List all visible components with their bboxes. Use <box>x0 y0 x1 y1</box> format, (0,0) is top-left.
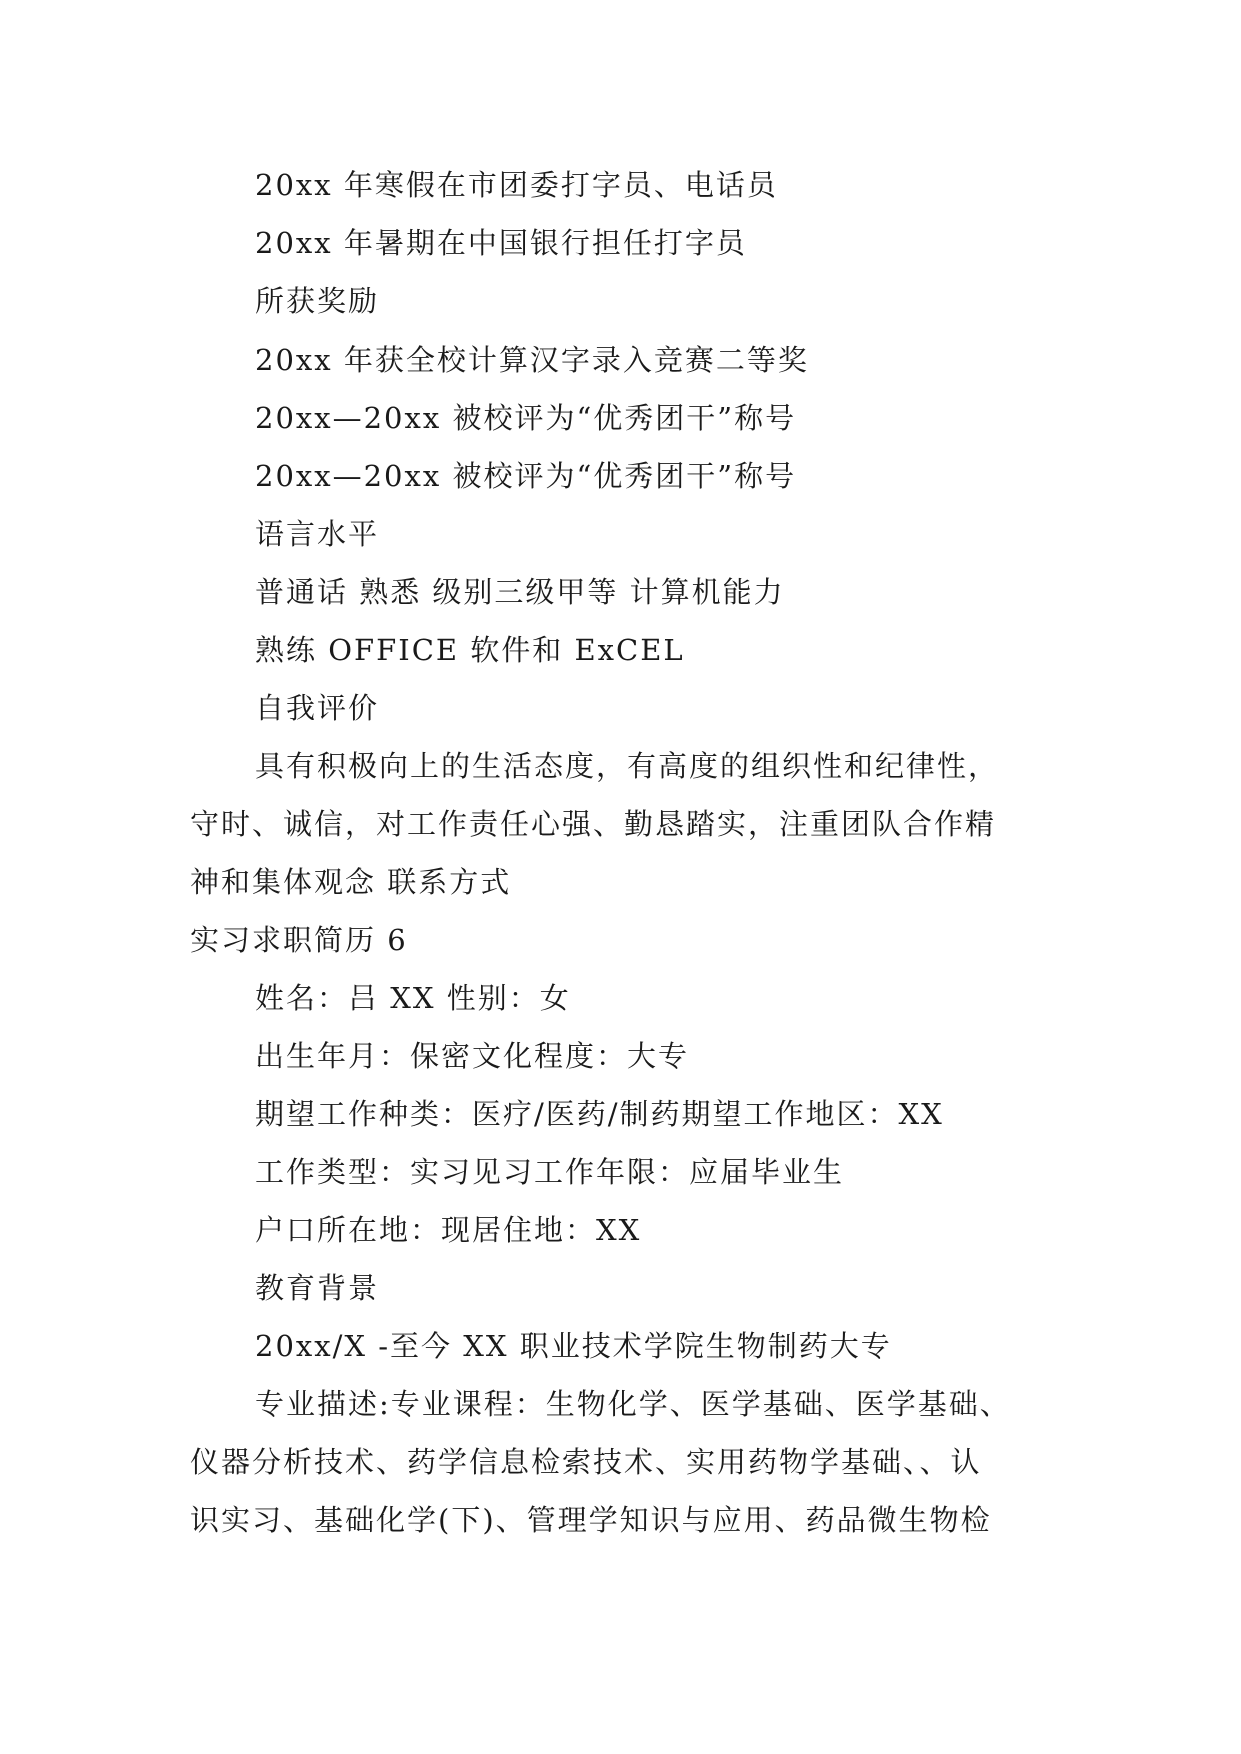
text-line: 20xx 年获全校计算汉字录入竞赛二等奖 <box>255 343 809 377</box>
paragraph-line: 专业描述:专业课程：生物化学、医学基础、医学基础、 <box>255 1387 1011 1421</box>
text-line: 熟练 OFFICE 软件和 ExCEL <box>255 633 685 667</box>
text-line: 普通话 熟悉 级别三级甲等 计算机能力 <box>255 575 785 609</box>
text-line: 姓名：吕 XX 性别：女 <box>255 981 571 1015</box>
text-line: 户口所在地：现居住地：XX <box>255 1213 642 1247</box>
paragraph-line: 神和集体观念 联系方式 <box>190 865 512 899</box>
paragraph-line: 守时、诚信，对工作责任心强、勤恳踏实，注重团队合作精 <box>190 807 997 841</box>
section-heading: 教育背景 <box>255 1271 380 1305</box>
text-line: 20xx 年暑期在中国银行担任打字员 <box>255 226 747 260</box>
section-heading: 所获奖励 <box>255 284 380 318</box>
text-line: 20xx—20xx 被校评为“优秀团干”称号 <box>255 401 797 435</box>
paragraph-line: 识实习、基础化学(下)、管理学知识与应用、药品微生物检 <box>190 1503 992 1537</box>
text-line: 期望工作种类：医疗/医药/制药期望工作地区：XX <box>255 1097 944 1131</box>
text-line: 工作类型：实习见习工作年限：应届毕业生 <box>255 1155 845 1189</box>
text-line: 20xx—20xx 被校评为“优秀团干”称号 <box>255 459 797 493</box>
text-line: 出生年月：保密文化程度：大专 <box>255 1039 690 1073</box>
text-line: 20xx 年寒假在市团委打字员、电话员 <box>255 168 778 202</box>
section-heading: 自我评价 <box>255 691 380 725</box>
section-heading: 语言水平 <box>255 517 380 551</box>
paragraph-line: 仪器分析技术、药学信息检索技术、实用药物学基础、、认 <box>190 1445 982 1479</box>
document-title: 实习求职简历 6 <box>190 923 408 957</box>
text-line: 20xx/X -至今 XX 职业技术学院生物制药大专 <box>255 1329 892 1363</box>
paragraph-line: 具有积极向上的生活态度，有高度的组织性和纪律性， <box>255 749 1000 783</box>
